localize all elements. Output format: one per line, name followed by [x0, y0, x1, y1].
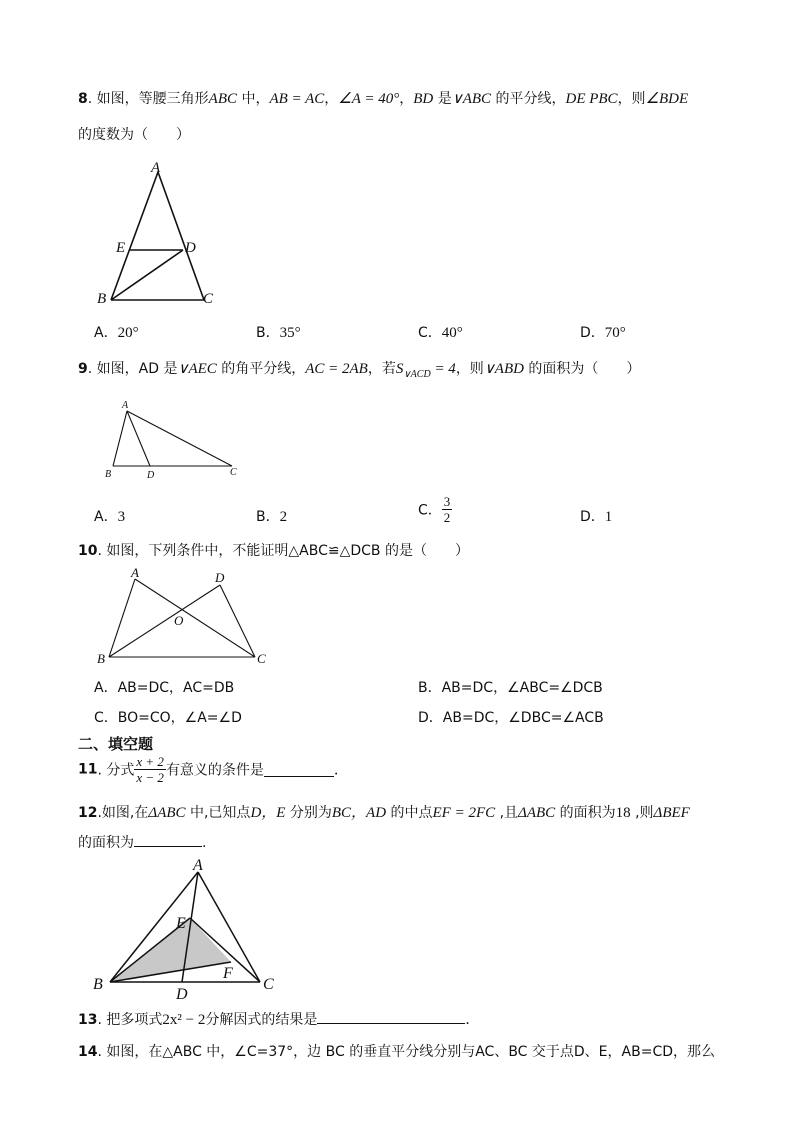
q11-text: . 分式	[97, 762, 135, 779]
q12-stem-line2	[78, 832, 206, 852]
label-d: D	[215, 570, 225, 585]
q10-stem	[78, 540, 469, 560]
math: ∠A = 40°	[338, 91, 400, 107]
math: BC，AD	[331, 805, 387, 821]
q8-text: ，	[399, 91, 414, 107]
q9-option-a: A．3	[94, 509, 126, 525]
q8-text: 是	[433, 91, 452, 107]
q10-text: . 如图，下列条件中，不能证明△ABC≌△DCB 的是（ ）	[97, 543, 469, 559]
math: 2x² − 2	[162, 1012, 206, 1028]
q9-stem	[78, 358, 640, 380]
q9-text: . 如图，AD 是	[87, 361, 178, 377]
q10-option-d: D．AB=DC，∠DBC=∠ACB	[418, 710, 604, 726]
q8-option-c: C．40°	[418, 325, 463, 341]
math: ΔABC	[148, 805, 186, 821]
q12-text: 中,已知点	[185, 805, 251, 821]
q11-number: 11	[78, 761, 98, 778]
q9-figure	[100, 395, 250, 485]
math: DE ΡBC	[565, 91, 618, 107]
q10-option-b: B．AB=DC，∠ABC=∠DCB	[418, 680, 603, 696]
q13-text: . 把多项式	[97, 1012, 163, 1028]
label-e: E	[176, 915, 186, 932]
segment-ac	[158, 172, 204, 300]
q9-number: 9	[78, 361, 88, 377]
label-c: C	[230, 467, 237, 478]
q14-stem	[78, 1041, 715, 1061]
q12-text: 分别为	[285, 805, 332, 821]
q11-text: ．	[333, 762, 348, 779]
q8-stem-line2: 的度数为（ ）	[78, 127, 190, 143]
math: AC = 2AB	[305, 361, 368, 377]
q8-text: ，则	[617, 91, 646, 107]
q13-text: 分解因式的结果是	[205, 1012, 318, 1028]
label-c: C	[257, 651, 266, 666]
q10-number: 10	[78, 543, 98, 559]
q8-text: . 如图，等腰三角形	[87, 91, 209, 107]
q9-option-b: B．2	[256, 509, 288, 525]
q8-text: 的平分线，	[491, 91, 566, 107]
answer-blank[interactable]	[317, 1009, 465, 1024]
math: ∨ABC	[451, 91, 492, 107]
q12-number: 12	[78, 805, 98, 821]
q8-number: 8	[78, 91, 88, 107]
q12-text: 的中点	[386, 805, 433, 821]
q14-number: 14	[78, 1044, 98, 1060]
segment-ac	[135, 579, 255, 657]
fraction: $\frac{3}{2}$	[443, 494, 451, 525]
q9-option-c: C． $\frac{3}{2}$	[418, 494, 451, 525]
q8-text: 中，	[237, 91, 270, 107]
math: D，E	[250, 805, 286, 821]
math: ABC	[208, 91, 237, 107]
q9-text: ，若	[367, 361, 396, 377]
math: = 4	[430, 361, 456, 377]
math: 18	[615, 805, 631, 821]
label-a: A	[122, 400, 129, 411]
label-d: D	[176, 986, 188, 1003]
math: BD	[413, 91, 434, 107]
q12-figure	[90, 850, 290, 1003]
segment-bd	[111, 250, 183, 300]
label-c: C	[203, 291, 214, 307]
q13-text: ．	[465, 1012, 480, 1028]
label-o: O	[174, 613, 184, 628]
math-subscript: ∨ACD	[403, 369, 431, 380]
label-b: B	[93, 976, 103, 993]
q12-text: ,则	[630, 805, 654, 821]
q10-figure	[94, 566, 284, 671]
math: ΔBEF	[653, 805, 690, 821]
q12-text: 的面积为	[555, 805, 616, 821]
segment-ac	[127, 411, 232, 466]
math: ∨ABD	[483, 361, 524, 377]
q8-stem	[78, 88, 688, 108]
q8-option-b: B．35°	[256, 325, 301, 341]
segment-ad	[127, 411, 150, 466]
label-e: E	[116, 240, 126, 256]
fraction: $\frac{x + 2}{x - 2}$	[136, 754, 164, 785]
q11-text: 有意义的条件是	[165, 762, 264, 779]
q9-option-d: D．1	[580, 509, 613, 525]
math: EF = 2FC	[432, 805, 496, 821]
label-b: B	[97, 651, 105, 666]
segment-ab	[111, 172, 158, 300]
label-b: B	[97, 291, 107, 307]
segment-db	[109, 585, 220, 657]
q8-option-a: A．20°	[94, 325, 139, 341]
q8-text: ，	[324, 91, 339, 107]
label-b: B	[105, 469, 112, 480]
q10-option-c: C．BO=CO，∠A=∠D	[94, 710, 242, 726]
math: ∨AEC	[177, 361, 217, 377]
label-a: A	[193, 857, 203, 874]
answer-blank[interactable]	[134, 832, 202, 847]
q12-text: 的面积为	[78, 835, 134, 851]
q9-text: 的面积为（ ）	[523, 361, 641, 377]
q13-stem	[78, 1009, 479, 1029]
q8-option-d: D．70°	[580, 325, 626, 341]
label-f: F	[223, 965, 233, 982]
q9-text: ，则	[455, 361, 484, 377]
q11-stem	[78, 754, 348, 785]
label-d: D	[147, 470, 155, 481]
q12-text: .如图,在	[97, 805, 149, 821]
q10-option-a: A．AB=DC，AC=DB	[94, 680, 235, 696]
segment-ab	[113, 411, 127, 466]
math: ∠BDE	[645, 91, 689, 107]
q12-text: .	[202, 835, 207, 851]
answer-blank[interactable]	[264, 762, 334, 777]
q12-stem	[78, 801, 690, 822]
section-title: 二、填空题	[78, 735, 154, 753]
label-c: C	[263, 976, 274, 993]
label-a: A	[151, 160, 161, 176]
q9-text: 的角平分线，	[216, 361, 306, 377]
math: S	[395, 361, 404, 377]
label-d: D	[185, 240, 196, 256]
q8-figure	[94, 160, 234, 310]
math: AB = AC	[269, 91, 325, 107]
q12-text: ,且	[495, 805, 519, 821]
segment-ab	[109, 579, 135, 657]
label-a: A	[131, 565, 139, 580]
q14-text: . 如图，在△ABC 中，∠C=37°，边 BC 的垂直平分线分别与AC、BC 交于点D、E，AB=CD，那么	[97, 1044, 716, 1060]
math: ΔABC	[518, 805, 556, 821]
q13-number: 13	[78, 1012, 98, 1028]
